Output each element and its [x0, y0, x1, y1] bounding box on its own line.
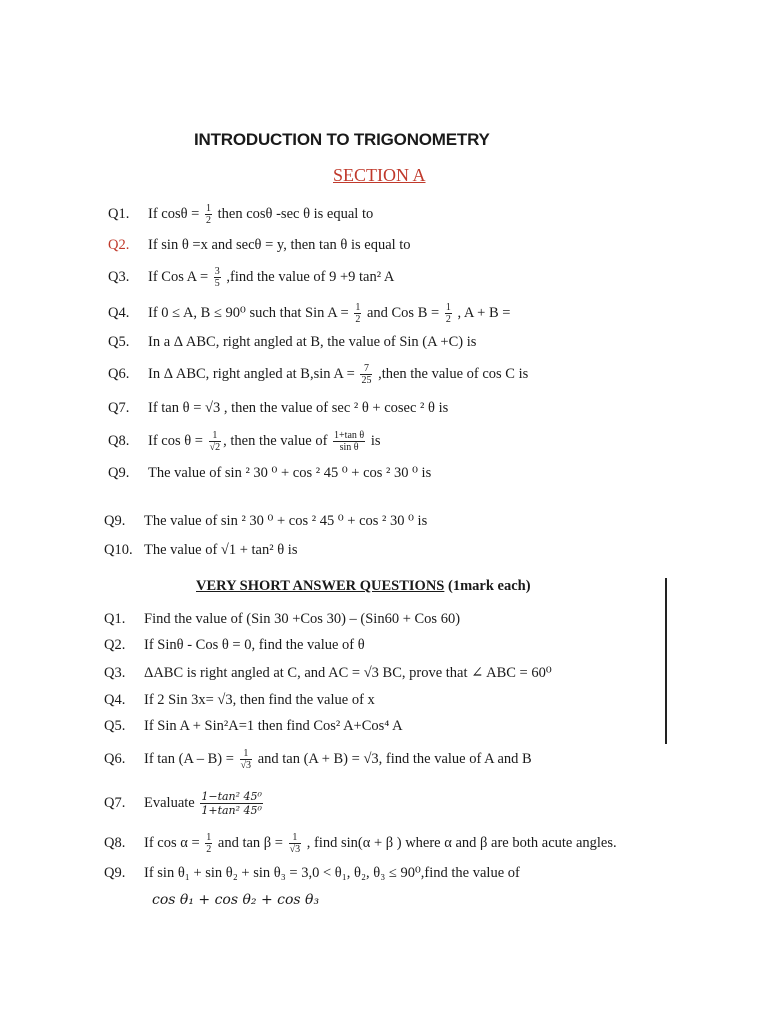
- fraction-denominator: √3: [240, 760, 252, 771]
- question-text: In Δ ABC, right angled at B,sin A =: [148, 365, 359, 382]
- vsa-q5: [104, 717, 403, 735]
- question-number: Q6.: [104, 750, 126, 767]
- fraction: [289, 832, 302, 855]
- question-text: If cos θ =: [148, 432, 207, 449]
- section-a-q10: [104, 541, 297, 559]
- vsa-q6: [104, 748, 532, 771]
- fraction-denominator: 2: [355, 314, 361, 325]
- vertical-rule: [665, 578, 667, 744]
- question-text: Evaluate: [144, 794, 199, 811]
- question-text: Find the value of (Sin 30 +Cos 30) – (Sin60 + Cos 60): [144, 611, 461, 627]
- fraction-denominator: 25: [361, 375, 372, 386]
- question-text: , A + B =: [453, 304, 511, 321]
- section-a-q6: [108, 363, 528, 386]
- question-text: The value of sin ² 30 ⁰ + cos ² 45 ⁰ + cos ² 30 ⁰ is: [144, 513, 428, 529]
- fraction-denominator: sin θ: [339, 442, 359, 453]
- question-text: ,find the value of 9 +9 tan² A: [222, 268, 395, 285]
- fraction-denominator: √2: [209, 442, 221, 453]
- section-a-q8: [108, 430, 380, 453]
- fraction: [354, 302, 361, 325]
- section-a-q1: [108, 203, 373, 226]
- question-text: If Sinθ - Cos θ = 0, find the value of θ: [144, 637, 365, 653]
- fraction-denominator: 2: [445, 314, 451, 325]
- fraction-numerator: 1: [206, 832, 212, 843]
- question-number: Q7.: [104, 794, 126, 811]
- fraction: [445, 302, 452, 325]
- question-number: Q9.: [108, 465, 130, 481]
- question-text: The value of √1 + tan² θ is: [144, 542, 298, 558]
- question-text: then cosθ -sec θ is equal to: [213, 205, 374, 222]
- question-text: If tan (A – B) =: [144, 750, 238, 767]
- section-a-q9-repeat: [104, 512, 427, 530]
- fraction-numerator: 1: [209, 430, 222, 442]
- question-text: is: [367, 432, 381, 449]
- vsa-q8: [104, 832, 617, 855]
- question-number: Q3.: [108, 268, 130, 285]
- fraction-numerator: 1: [445, 302, 451, 313]
- fraction-denominator: 2: [205, 215, 211, 226]
- section-a-q4: [108, 302, 510, 325]
- question-text: and tan (A + B) = √3, find the value of A and B: [254, 750, 532, 767]
- fraction-denominator: 1+tan² 45⁰: [201, 804, 262, 817]
- question-text: In a Δ ABC, right angled at B, the value of Sin (A +C) is: [148, 334, 477, 350]
- question-number: Q7.: [108, 400, 130, 416]
- question-number: Q2.: [108, 237, 130, 253]
- question-number: Q8.: [104, 834, 126, 851]
- fraction: [209, 430, 222, 453]
- question-text: , find sin(α + β ) where α and β are both acute angles.: [303, 834, 617, 851]
- question-text: The value of sin ² 30 ⁰ + cos ² 45 ⁰ + cos ² 30 ⁰ is: [148, 465, 432, 481]
- vsa-q4: [104, 691, 375, 709]
- question-number: Q1.: [104, 611, 126, 627]
- page-title: INTRODUCTION TO TRIGONOMETRY: [194, 130, 490, 149]
- section-a-q3: [108, 266, 394, 289]
- question-number: Q4.: [104, 692, 126, 708]
- fraction: [205, 203, 212, 226]
- question-number: Q8.: [108, 432, 130, 449]
- fraction-numerator: 1: [240, 748, 253, 760]
- fraction: [205, 832, 212, 855]
- question-text: If 2 Sin 3x= √3, then find the value of x: [144, 692, 375, 708]
- fraction-numerator: 1+tan θ: [334, 430, 365, 441]
- section-a-q9: [108, 464, 431, 482]
- question-text: cos θ₁ + cos θ₂ + cos θ₃: [152, 892, 320, 908]
- vsa-q9: [104, 864, 520, 882]
- question-text: ΔABC is right angled at C, and AC = √3 BC, prove that ∠ ABC = 60⁰: [144, 665, 552, 681]
- question-text: If sin θ =x and secθ = y, then tan θ is equal to: [148, 237, 411, 253]
- question-text: and tan β =: [214, 834, 287, 851]
- question-number: Q5.: [108, 334, 130, 350]
- section-a-q2: [108, 236, 411, 254]
- vsa-q7: [104, 790, 265, 817]
- cut-off-line: [108, 918, 488, 926]
- question-text: If 0 ≤ A, B ≤ 90⁰ such that Sin A =: [148, 304, 353, 321]
- fraction-numerator: 3: [214, 266, 220, 277]
- question-text: If tan θ = √3 , then the value of sec ² θ + cosec ² θ is: [148, 400, 449, 416]
- vsa-heading: [196, 578, 531, 595]
- fraction-numerator: 1: [355, 302, 361, 313]
- question-text: , then the value of: [223, 432, 332, 449]
- section-a-q7: [108, 399, 448, 417]
- question-number: Q2.: [104, 637, 126, 653]
- section-a-q5: [108, 333, 476, 351]
- question-number: Q9.: [104, 865, 126, 881]
- question-number: Q1.: [108, 205, 130, 222]
- question-number: Q10.: [104, 542, 133, 558]
- vsa-heading-suffix: (1mark each): [444, 578, 531, 594]
- section-a-heading: SECTION A: [333, 165, 426, 185]
- question-text: If cos α =: [144, 834, 204, 851]
- question-number: Q4.: [108, 304, 130, 321]
- question-text: If Cos A =: [148, 268, 212, 285]
- question-number: Q3.: [104, 665, 126, 681]
- vsa-q2: [104, 636, 365, 654]
- question-text: If Sin A + Sin²A=1 then find Cos² A+Cos⁴ A: [144, 718, 403, 734]
- question-number: Q6.: [108, 365, 130, 382]
- fraction-numerator: 1: [205, 203, 211, 214]
- fraction-denominator: 5: [214, 278, 220, 289]
- fraction-denominator: √3: [289, 844, 301, 855]
- fraction-denominator: 2: [206, 844, 212, 855]
- fraction: [240, 748, 253, 771]
- fraction: [200, 790, 263, 817]
- fraction: [333, 430, 365, 453]
- vsa-q9-continuation: [152, 891, 319, 909]
- question-text: and Cos B =: [363, 304, 443, 321]
- vsa-heading-text: VERY SHORT ANSWER QUESTIONS: [196, 578, 445, 594]
- vsa-q3: [104, 664, 552, 682]
- vsa-q1: [104, 610, 460, 628]
- question-text: ,then the value of cos C is: [374, 365, 529, 382]
- question-number: Q9.: [104, 513, 126, 529]
- fraction: [214, 266, 221, 289]
- fraction-numerator: 7: [360, 363, 372, 375]
- fraction: [360, 363, 372, 386]
- question-number: Q5.: [104, 718, 126, 734]
- question-text: If sin θ₁ + sin θ₂ + sin θ₃ = 3,0 < θ₁, θ₂, θ₃ ≤ 90⁰,find the value of: [144, 865, 520, 881]
- fraction-numerator: 1−tan² 45⁰: [201, 790, 262, 803]
- question-text: If cosθ =: [148, 205, 203, 222]
- fraction-numerator: 1: [289, 832, 302, 844]
